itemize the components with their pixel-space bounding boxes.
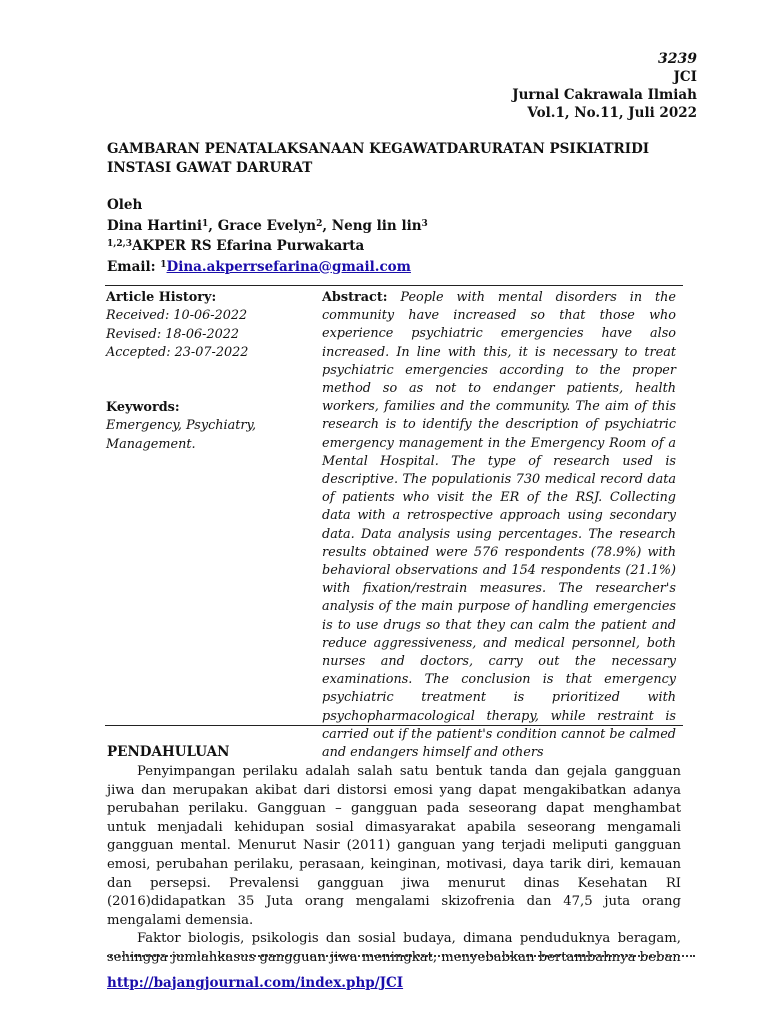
abstract-bottom-rule xyxy=(105,725,683,726)
page-number: 3239 xyxy=(658,51,697,67)
abstract-top-rule xyxy=(105,285,683,286)
article-title: GAMBARAN PENATALAKSANAAN KEGAWATDARURATAN PSIKIATRIDI INSTASI GAWAT DARURAT xyxy=(107,141,650,176)
keywords-heading: Keywords: xyxy=(106,400,180,416)
affiliation-text: AKPER RS Efarina Purwakarta xyxy=(132,238,365,254)
received-date: Received: 10-06-2022 xyxy=(106,308,248,324)
email-label: Email: xyxy=(107,258,161,275)
abstract-text: People with mental disorders in the community have increased so that those who experience psychiatric emergencies have also increased. In line with this, it is necessary to treat psychiatric emergencies according to the proper method so as not to endanger patients, health workers, families and the community. The aim of this research is to identify the description of psychiatric emergency management in the Emergency Room of a Mental Hospital. The type of research used is descriptive. The populationis 730 medical record data of patients who visit the ER of the RSJ. Collecting data with a retrospective approach using secondary data. Data analysis using percentages. The research results obtained were 576 respondents (78.9%) with behavioral observations and 154 respondents (21.1%) with fixation/restrain measures. The researcher's analysis of the main purpose of handling emergencies is to use drugs so that they can calm the patient and reduce aggressiveness, and medical personnel, both nurses and doctors, carry out the necessary examinations. The conclusion is that emergency psychiatric treatment is prioritized with psychopharmacological therapy, while restraint is carried out if the patient's condition cannot be calmed and endangers himself and others xyxy=(322,290,676,761)
email-link[interactable]: Dina.akperrsefarina@gmail.com xyxy=(166,258,411,275)
accepted-date: Accepted: 23-07-2022 xyxy=(106,344,249,360)
oleh-label: Oleh xyxy=(107,197,143,213)
journal-name: Jurnal Cakrawala Ilmiah xyxy=(512,87,697,103)
email-line xyxy=(107,256,428,277)
footer xyxy=(107,975,403,991)
journal-url-link[interactable]: http://bajangjournal.com/index.php/JCI xyxy=(107,975,404,991)
affiliation-sup: 1,2,3 xyxy=(107,239,133,249)
article-info xyxy=(106,289,306,454)
keywords-line-2: Management. xyxy=(106,436,196,452)
author-sup: 2 xyxy=(316,218,323,229)
journal-abbreviation: JCI xyxy=(673,69,697,85)
abstract xyxy=(322,289,676,762)
article-history-heading: Article History: xyxy=(106,290,217,305)
abstract-label: Abstract: xyxy=(322,290,388,305)
author-sup: 3 xyxy=(421,218,428,229)
email-sup: 1 xyxy=(160,259,167,270)
author-list xyxy=(107,215,428,236)
author-name: Dina Hartini xyxy=(107,217,203,234)
journal-volume: Vol.1, No.11, Juli 2022 xyxy=(527,105,697,121)
byline xyxy=(107,196,428,276)
section-heading: PENDAHULUAN xyxy=(107,744,230,760)
author-name: Neng lin lin xyxy=(331,217,422,234)
author-separator: , xyxy=(208,217,218,234)
author-sup: 1 xyxy=(202,218,209,229)
revised-date: Revised: 18-06-2022 xyxy=(106,326,240,342)
journal-header xyxy=(512,50,697,122)
author-separator: , xyxy=(322,217,332,234)
body-text xyxy=(107,763,681,968)
paragraph-1: Penyimpangan perilaku adalah salah satu bentuk tanda dan gejala gangguan jiwa dan merupakan akibat dari distorsi emosi yang dapat mengakibatkan adanya perubahan perilaku. Gangguan – gangguan pada seseorang dapat menghambat untuk menjadali kehidupan sosial dimasyarakat apabila seseorang mengamali gangguan mental. Menurut Nasir (2011) ganguan yang terjadi meliputi gangguan emosi, perubahan perilaku, perasaan, keinginan, motivasi, daya tarik diri, kemauan dan persepsi. Prevalensi gangguan jiwa menurut dinas Kesehatan RI (2016)didapatkan 35 Juta orang mengalami skizofrenia dan 47,5 juta orang mengalami demensia. xyxy=(107,764,681,928)
paragraph-2: Faktor biologis, psikologis dan sosial budaya, dimana penduduknya beragam, sehingga jumlahkasus gangguan jiwa meningkat, menyebabkan bertambahnya beban xyxy=(107,931,681,965)
footer-dotted-rule xyxy=(107,955,695,957)
affiliation xyxy=(107,235,428,256)
keywords-line-1: Emergency, Psychiatry, xyxy=(106,418,257,434)
author-name: Grace Evelyn xyxy=(217,217,317,234)
